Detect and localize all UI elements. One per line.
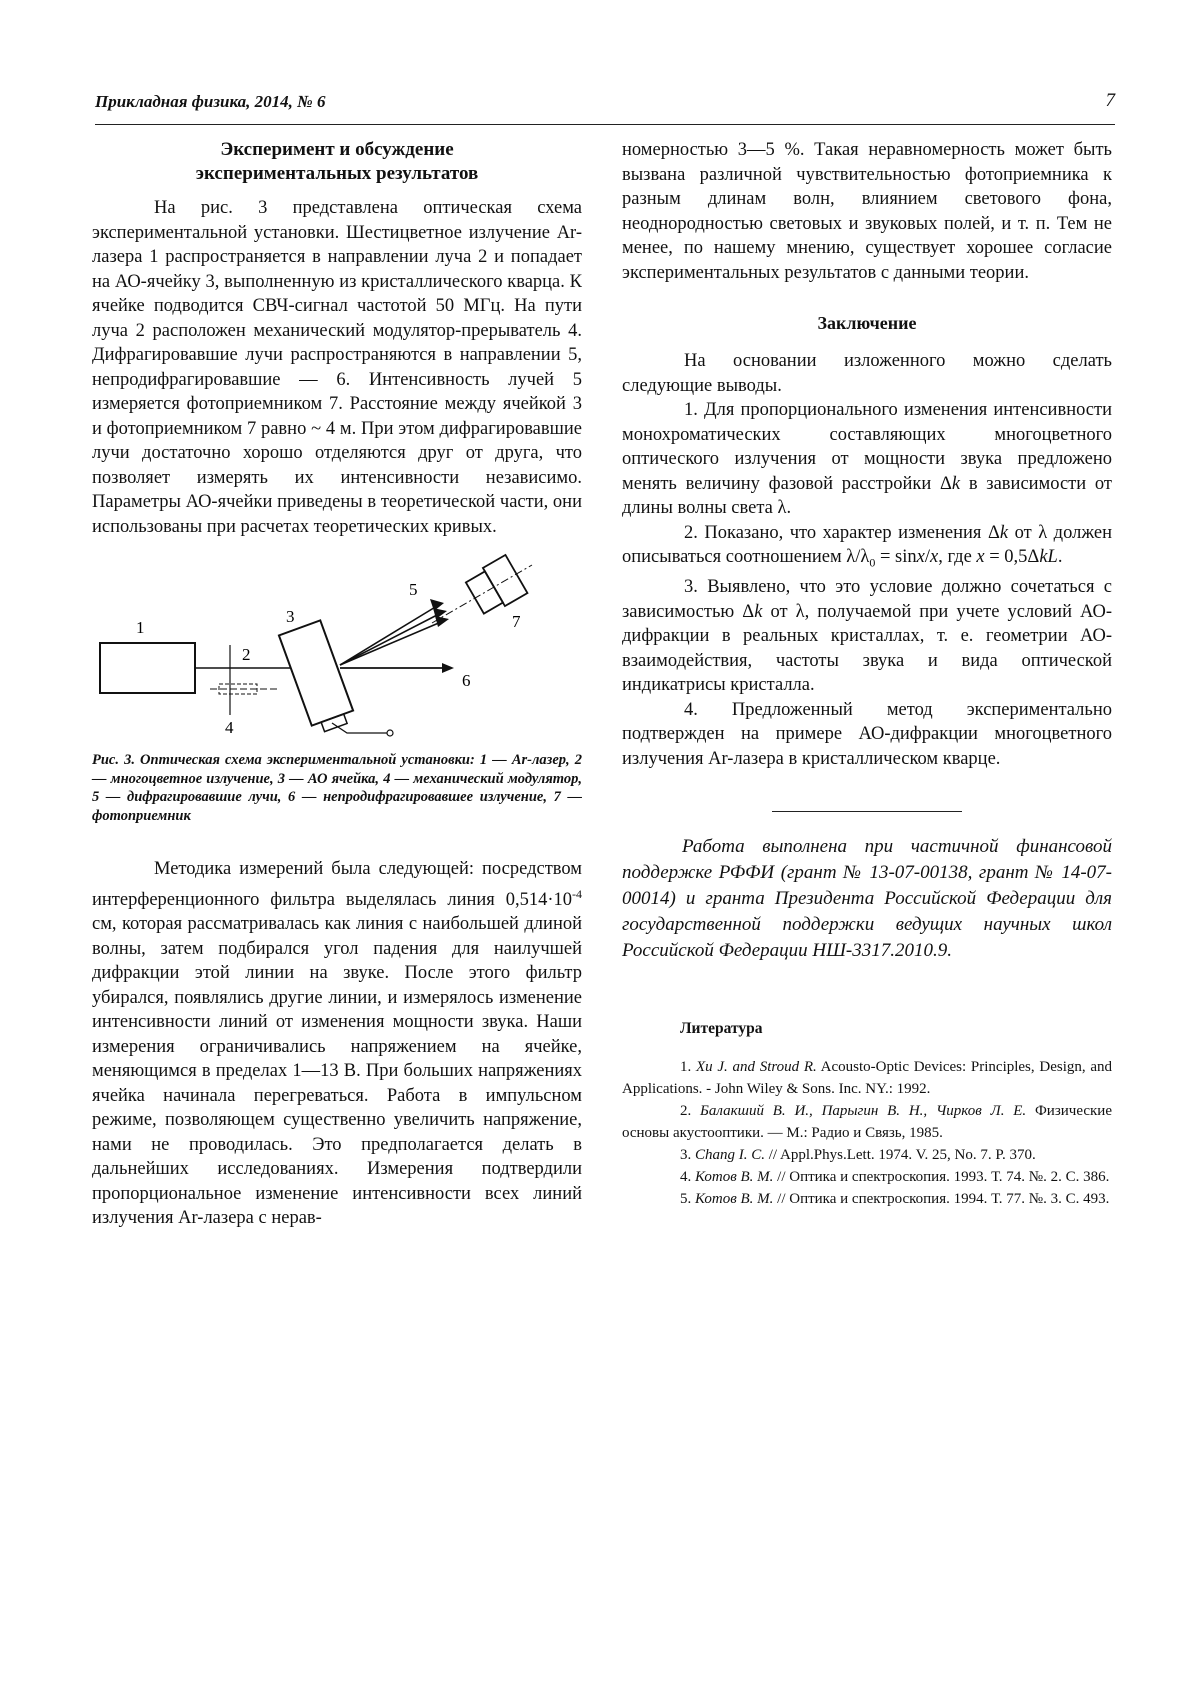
c2-text-c: = sin bbox=[875, 547, 917, 567]
diffracted-beam bbox=[340, 622, 441, 665]
label-2: 2 bbox=[242, 645, 251, 664]
paragraph-setup: На рис. 3 представлена оптическая схема экспериментальной установки. Шестицветное излучение Ar-лазера 1 распространяется в направлении луча 2 и попадает на АО-ячейку 3, выполненную из кристаллического кварца. К ячейке подводится СВЧ-сигнал частотой 50 МГц. На пути луча 2 расположен механический модулятор-прерыватель 4. Дифрагировавшие лучи распространяются в направлении 5, непродифрагировавшие — 6. Интенсивность лучей 5 измеряется фотоприемником 7. Расстояние между ячейкой 3 и фотоприемником 7 равно ~ 4 м. При этом дифрагировавшие лучи достаточно хорошо отделяются друг от друга, что позволяет измерять их интенсивности независимо. Параметры АО-ячейки приведены в теоретической части, они использованы при расчетах теоретических кривых. bbox=[92, 198, 582, 537]
photodetector bbox=[464, 555, 528, 617]
ref-authors: Балакший В. И., Парыгин В. Н., Чирков Л. Е. bbox=[700, 1103, 1027, 1120]
right-column bbox=[622, 138, 1112, 1210]
section-title bbox=[92, 138, 582, 186]
left-column bbox=[92, 138, 582, 1231]
journal-name: Прикладная физика, 2014, № 6 bbox=[95, 92, 326, 111]
optical-scheme-diagram bbox=[92, 553, 582, 743]
c2-kl: kL bbox=[1039, 547, 1058, 567]
ref-text: // Оптика и спектроскопия. 1994. Т. 77. №. 3. С. 493. bbox=[773, 1191, 1110, 1208]
c1-text: 1. Для пропорционального изменения интенсивности монохроматических составляющих многоцветного оптического излучения от мощности звука предложено менять величину фазовой расстройки Δ bbox=[622, 400, 1112, 494]
method-text-b: см, которая рассматривалась как линия с наибольшей длиной волны, затем подбирался угол падения для наилучшей дифракции этой линии на звуке. После этого фильтр убирался, появлялись другие линии, и измерялось изменение интенсивности линий от изменения мощности звука. Наши измерения ограничивались напряжением на ячейке, меняющимся в пределах 1—13 В. При больших напряжениях ячейка начинала перегреваться. Работа в импульсном режиме, позволяющем существенно увеличить напряжение, нами не проводилась. Это предполагается делать в дальнейших исследованиях. Измерения подтвердили пропорциональное изменение интенсивности всех линий излучения Ar-лазера с нерав- bbox=[92, 914, 582, 1229]
label-5: 5 bbox=[409, 580, 418, 599]
c2-text: 2. Показано, что характер изменения Δ bbox=[684, 522, 1000, 543]
laser-box bbox=[100, 643, 195, 693]
rf-lead bbox=[332, 723, 387, 733]
diffracted-beam bbox=[340, 614, 439, 665]
figure-caption: Рис. 3. Оптическая схема экспериментальной установки: 1 — Ar-лазер, 2 — многоцветное излучение, 3 — АО ячейка, 4 — механический модулятор, 5 — дифрагировавшие лучи, 6 — непродифрагировавшее излучение, 7 — фотоприемник bbox=[92, 752, 582, 824]
ref-authors: Chang I. C. bbox=[695, 1147, 766, 1164]
label-1: 1 bbox=[136, 618, 145, 637]
separator-rule bbox=[772, 811, 962, 812]
c2-text-d: / bbox=[924, 547, 931, 567]
reference-item bbox=[622, 1144, 1112, 1166]
c3-text: 3. Выявлено, что это условие должно сочетаться с зависимостью Δ bbox=[622, 577, 1112, 622]
ref-text: Физические основы акустооптики. — М.: Радио и Связь, 1985. bbox=[622, 1103, 1112, 1142]
conclusion-title: Заключение bbox=[817, 313, 917, 333]
figure-3 bbox=[92, 553, 582, 845]
c2-text-b: от λ должен описываться соотношением λ/λ bbox=[622, 522, 1112, 567]
reference-item bbox=[622, 1166, 1112, 1188]
conclusion-item-3 bbox=[622, 575, 1112, 698]
ao-cell bbox=[279, 620, 357, 735]
diffracted-beam bbox=[340, 606, 437, 665]
ref-num: 4. bbox=[680, 1169, 695, 1186]
conclusion-item-4: 4. Предложенный метод экспериментально подтвержден на примере АО-дифракции многоцветного излучения Ar-лазера в кристаллическом кварце. bbox=[622, 699, 1112, 769]
reference-item bbox=[622, 1100, 1112, 1144]
ref-text: // Оптика и спектроскопия. 1993. Т. 74. №. 2. С. 386. bbox=[773, 1169, 1110, 1186]
c1-text-b: в зависимости от длины волны света λ. bbox=[622, 473, 1112, 518]
c2-k: k bbox=[999, 522, 1009, 543]
paragraph-method bbox=[92, 857, 582, 1231]
ref-text: // Appl.Phys.Lett. 1974. V. 25, No. 7. P. 370. bbox=[765, 1147, 1036, 1164]
section-title-line-1: Эксперимент и обсуждение bbox=[220, 139, 454, 160]
ref-authors: Котов В. М. bbox=[695, 1191, 774, 1208]
reference-item bbox=[622, 1188, 1112, 1210]
ref-num: 1. bbox=[680, 1059, 696, 1076]
c2-x3: x bbox=[976, 547, 985, 567]
ref-authors: Xu J. and Stroud R. bbox=[695, 1059, 817, 1076]
c2-x2: x bbox=[930, 547, 939, 567]
ref-num: 5. bbox=[680, 1191, 695, 1208]
c2-text-e: , где bbox=[938, 547, 977, 567]
c1-k: k bbox=[951, 473, 961, 494]
section-title-line-2: экспериментальных результатов bbox=[195, 163, 479, 184]
label-4: 4 bbox=[225, 718, 234, 737]
conclusion-item-1 bbox=[622, 398, 1112, 521]
rf-terminal bbox=[387, 730, 393, 736]
method-exponent: -4 bbox=[572, 886, 582, 901]
ref-num: 2. bbox=[680, 1103, 701, 1120]
acknowledgement: Работа выполнена при частичной финансовой поддержке РФФИ (грант № 13-07-00138, грант № 14-07-00014) и гранта Президента Российской Федерации для государственной поддержки ведущих научных школ Российской Федерации НШ-3317.2010.9. bbox=[622, 836, 1112, 962]
ref-authors: Котов В. М. bbox=[695, 1169, 774, 1186]
c2-sub: 0 bbox=[869, 555, 876, 570]
label-6: 6 bbox=[462, 671, 471, 690]
c2-x1: x bbox=[916, 547, 925, 567]
c3-text-b: от λ, получаемой при учете условий АО-дифракции в реальных кристаллах, т. е. геометрии АО-взаимодействия, частоты звука и вида оптической индикатрисы кристалла. bbox=[622, 601, 1112, 696]
c2-text-f: = 0,5Δ bbox=[984, 547, 1040, 567]
method-text-a: Методика измерений была следующей: посредством интерференционного фильтра выделялась линия 0,514·10 bbox=[92, 859, 582, 910]
label-7: 7 bbox=[512, 612, 521, 631]
c3-k: k bbox=[754, 601, 763, 622]
undiffracted-arrowhead bbox=[442, 663, 454, 673]
c2-text-g: . bbox=[1057, 547, 1063, 567]
ref-text: Acousto-Optic Devices: Principles, Design, and Applications. - John Wiley & Sons. Inc. NY.: 1992. bbox=[622, 1059, 1112, 1098]
references-title: Литература bbox=[680, 1020, 763, 1038]
paragraph-continuation: номерностью 3—5 %. Такая неравномерность может быть вызвана различной чувствительностью фотоприемника к разным длинам волн, влиянием светового фона, неоднородностью световых и звуковых полей, и т. п. Тем не менее, по нашему мнению, существует хорошее согласие экспериментальных результатов с данными теории. bbox=[622, 140, 1112, 283]
conclusion-item-2 bbox=[622, 521, 1112, 576]
ref-num: 3. bbox=[680, 1147, 695, 1164]
label-3: 3 bbox=[286, 607, 295, 626]
reference-item bbox=[622, 1056, 1112, 1100]
page-number: 7 bbox=[1105, 90, 1115, 111]
page-header bbox=[95, 88, 1115, 125]
conclusion-intro: На основании изложенного можно сделать следующие выводы. bbox=[622, 351, 1112, 396]
